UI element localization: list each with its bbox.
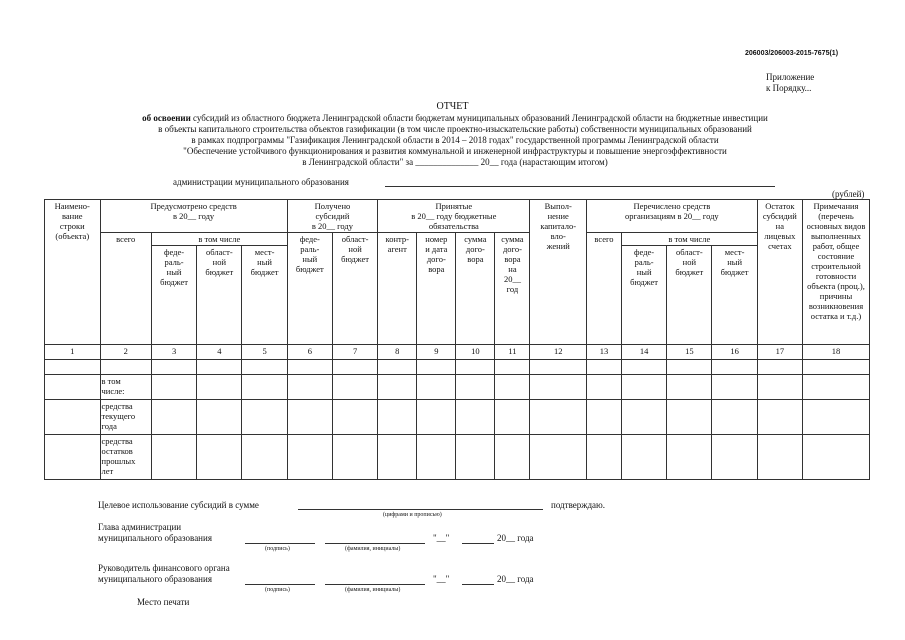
col-num: 1 <box>45 345 101 360</box>
col-num: 3 <box>151 345 196 360</box>
fin-sign-line <box>245 584 315 585</box>
report-table <box>44 199 870 480</box>
header-transferred-total: всего <box>587 233 622 345</box>
fin-name-hint: (фамилия, инициалы) <box>345 587 401 593</box>
header-contract-sum: сумма дого- вора <box>456 233 495 345</box>
header-contract-sum-year: сумма дого- вора на 20__ год <box>495 233 530 345</box>
subtitle-lead: об освоении <box>142 113 191 123</box>
header-received: Получено субсидий в 20__ году <box>287 200 378 233</box>
table-row <box>45 360 870 375</box>
header-performed: Выпол- нение капитало- вло- жений <box>530 200 587 345</box>
appendix-label <box>766 72 814 94</box>
header-planned: Предусмотрено средств в 20__ году <box>100 200 287 233</box>
col-num: 11 <box>495 345 530 360</box>
document-code: 206003/206003-2015-7675(1) <box>745 50 839 57</box>
header-contract-no: номер и дата дого- вора <box>417 233 456 345</box>
subtitle-line3: в рамках подпрограммы "Газификация Ленинградской области в 2014 – 2018 годах" государственной программы Ленинградской области <box>191 135 719 145</box>
report-subtitle <box>40 113 870 168</box>
subtitle-line1 <box>40 113 870 124</box>
column-number-row <box>45 345 870 360</box>
header-received-federal: феде- раль- ный бюджет <box>287 233 332 345</box>
confirm-underline <box>298 509 543 510</box>
head-line2: муниципального образования <box>98 533 212 543</box>
fin-year: 20__ года <box>497 574 534 584</box>
header-transferred: Перечислено средств организациям в 20__ году <box>587 200 758 233</box>
header-planned-regional: област- ной бюджет <box>197 246 242 345</box>
row-label-incl: в том числе: <box>100 375 151 400</box>
report-title: ОТЧЕТ <box>436 101 469 112</box>
confirm-hint: (цифрами и прописью) <box>383 512 442 518</box>
head-quote: "__" <box>433 533 450 543</box>
fin-month-line <box>462 584 494 585</box>
col-num: 9 <box>417 345 456 360</box>
fin-name-line <box>325 584 425 585</box>
head-sign-line <box>245 543 315 544</box>
row-label-current: средства текущего года <box>100 400 151 435</box>
header-balance: Остаток субсидий на лицевых счетах <box>757 200 802 345</box>
header-received-regional: област- ной бюджет <box>332 233 377 345</box>
row-label-remaining: средства остатков прошлых лет <box>100 435 151 480</box>
fin-line2: муниципального образования <box>98 574 212 584</box>
header-row-1 <box>45 200 870 233</box>
administration-underline <box>385 186 775 187</box>
col-num: 18 <box>802 345 869 360</box>
col-num: 8 <box>378 345 417 360</box>
seal-label: Место печати <box>137 597 190 607</box>
header-transferred-local: мест- ный бюджет <box>712 246 757 345</box>
col-num: 13 <box>587 345 622 360</box>
header-transferred-regional: област- ной бюджет <box>667 246 712 345</box>
col-num: 2 <box>100 345 151 360</box>
head-line1: Глава администрации <box>98 522 182 532</box>
header-planned-total: всего <box>100 233 151 345</box>
subtitle-line2: в объекты капитального строительства объектов газификации (в том числе проектно-изыскательские работы) собственности муниципальных образований <box>158 124 752 134</box>
col-num: 15 <box>667 345 712 360</box>
header-notes: Примечания (перечень основных видов выполненных работ, общее состояние строительной готовности объекта (проц.), причины возникновения остатка и т.д.) <box>802 200 869 345</box>
header-contractor: контр- агент <box>378 233 417 345</box>
head-sign-hint: (подпись) <box>265 546 290 552</box>
col-num: 6 <box>287 345 332 360</box>
confirm-end: подтверждаю. <box>551 500 606 510</box>
head-name-line <box>325 543 425 544</box>
appendix-line2: к Порядку... <box>766 83 812 93</box>
col-num: 10 <box>456 345 495 360</box>
header-planned-federal: феде- раль- ный бюджет <box>151 246 196 345</box>
fin-line1: Руководитель финансового органа <box>98 563 230 573</box>
header-planned-local: мест- ный бюджет <box>242 246 287 345</box>
fin-sign-hint: (подпись) <box>265 587 290 593</box>
subtitle-line5: в Ленинградской области" за ______________ 20__ года (нарастающим итогом) <box>302 157 608 167</box>
col-num: 5 <box>242 345 287 360</box>
units-label: (рублей) <box>832 189 865 199</box>
header-transferred-incl: в том числе <box>621 233 757 246</box>
table-row <box>45 400 870 435</box>
col-num: 7 <box>332 345 377 360</box>
col-num: 17 <box>757 345 802 360</box>
header-transferred-federal: феде- раль- ный бюджет <box>621 246 666 345</box>
header-obligations: Принятые в 20__ году бюджетные обязательства <box>378 200 530 233</box>
header-row-2 <box>45 233 870 246</box>
appendix-line1: Приложение <box>766 72 815 82</box>
head-name-hint: (фамилия, инициалы) <box>345 546 401 552</box>
col-num: 14 <box>621 345 666 360</box>
subtitle-line1-text: субсидий из областного бюджета Ленинградской области бюджетам муниципальных образований Ленинградской области на бюджетные инвестиции <box>190 113 768 123</box>
head-year: 20__ года <box>497 533 534 543</box>
confirm-text: Целевое использование субсидий в сумме <box>98 500 259 510</box>
header-name: Наимено- вание строки (объекта) <box>45 200 101 345</box>
subtitle-line6: администрации муниципального образования <box>173 177 349 187</box>
col-num: 12 <box>530 345 587 360</box>
subtitle-line4: "Обеспечение устойчивого функционирования и развития коммунальной и инженерной инфраструктуры и повышение энергоэффективности <box>183 146 727 156</box>
col-num: 16 <box>712 345 757 360</box>
table-row <box>45 375 870 400</box>
head-month-line <box>462 543 494 544</box>
fin-quote: "__" <box>433 574 450 584</box>
header-planned-incl: в том числе <box>151 233 287 246</box>
table-row <box>45 435 870 480</box>
col-num: 4 <box>197 345 242 360</box>
